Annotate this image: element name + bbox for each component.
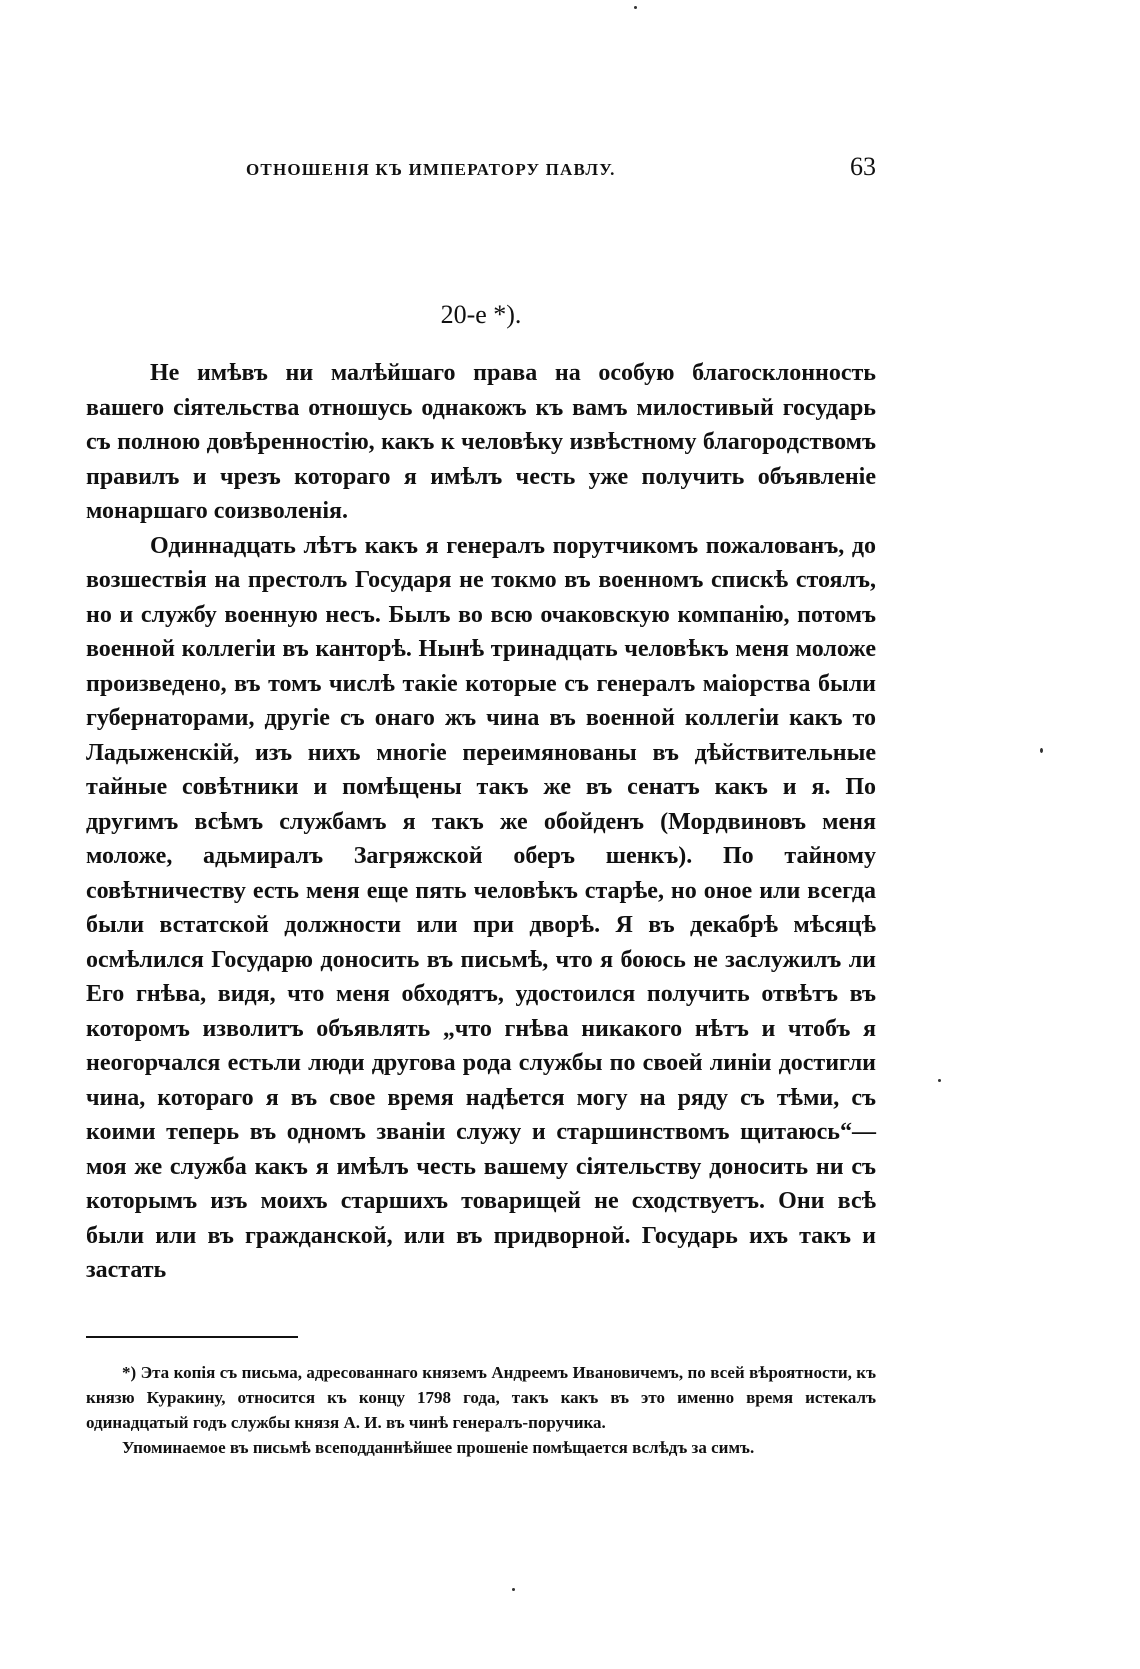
scan-speck [938,1079,941,1082]
page-number: 63 [850,152,876,181]
footnote-1: *) Эта копія съ письма, адресованнаго княземъ Андреемъ Ивановичемъ, по всей вѣроятности, къ князю Куракину, относится къ концу 1798 года, такъ какъ въ это именно время истекалъ одинадцатый годъ службы князя А. И. въ чинѣ генералъ-поручика. [86,1363,876,1432]
scan-speck [512,1588,515,1591]
running-head [86,150,876,190]
scan-speck [634,6,637,9]
section-heading: 20-е *). [440,300,522,329]
footnote-2: Упоминаемое въ письмѣ всеподданнѣйшее прошеніе помѣщается вслѣдъ за симъ. [122,1438,755,1457]
scan-speck [1040,748,1043,753]
footnotes [86,1360,876,1460]
footnote-rule [86,1336,298,1338]
running-title: ОТНОШЕНІЯ КЪ ИМПЕРАТОРУ ПАВЛУ. [246,160,616,179]
body-text [86,356,876,1288]
paragraph-1: Не имѣвъ ни малѣйшаго права на особую благосклонность вашего сіятельства отношусь однакожъ къ вамъ милостивый государь съ полною довѣренностію, какъ к человѣку извѣстному благородствомъ правилъ и чрезъ котораго я имѣлъ честь уже получить объявленіе монаршаго соизволенія. [86,360,876,524]
paragraph-2: Одиннадцать лѣтъ какъ я генералъ порутчикомъ пожалованъ, до возшествія на престолъ Государя не токмо въ военномъ спискѣ стоялъ, но и службу военную несъ. Былъ во всю очаковскую компанію, потомъ военной коллегіи въ канторѣ. Нынѣ тринадцать человѣкъ меня моложе произведено, въ томъ числѣ такіе которые съ генералъ маіорства были губернаторами, другіе съ онаго жъ чина въ военной коллегіи какъ то Ладыженскій, изъ нихъ многіе переимянованы въ дѣйствительные тайные совѣтники и помѣщены такъ же въ сенатъ какъ и я. По другимъ всѣмъ службамъ я такъ же обойденъ (Мордвиновъ меня моложе, адьмиралъ Загряжской оберъ шенкъ). По тайному совѣтничеству есть меня еще пять человѣкъ старѣе, но оное или всегда были встатской должности или при дворѣ. Я въ декабрѣ мѣсяцѣ осмѣлился Государю доносить въ письмѣ, что я боюсь не заслужилъ ли Его гнѣва, видя, что меня обходятъ, удостоился получить отвѣтъ въ которомъ изволитъ объявлять „что гнѣва никакого нѣтъ и чтобъ я неогорчался естьли люди другова рода службы по своей линіи достигли чина, котораго я въ свое время надѣется могу на ряду съ тѣми, съ коими теперь въ одномъ званіи служу и старшинствомъ щитаюсь“—моя же служба какъ я имѣлъ честь вашему сіятельству доносить ни съ которымъ изъ моихъ старшихъ товарищей не сходствуетъ. Они всѣ были или въ гражданской, или въ придворной. Государь ихъ такъ и застать [86,532,876,1283]
